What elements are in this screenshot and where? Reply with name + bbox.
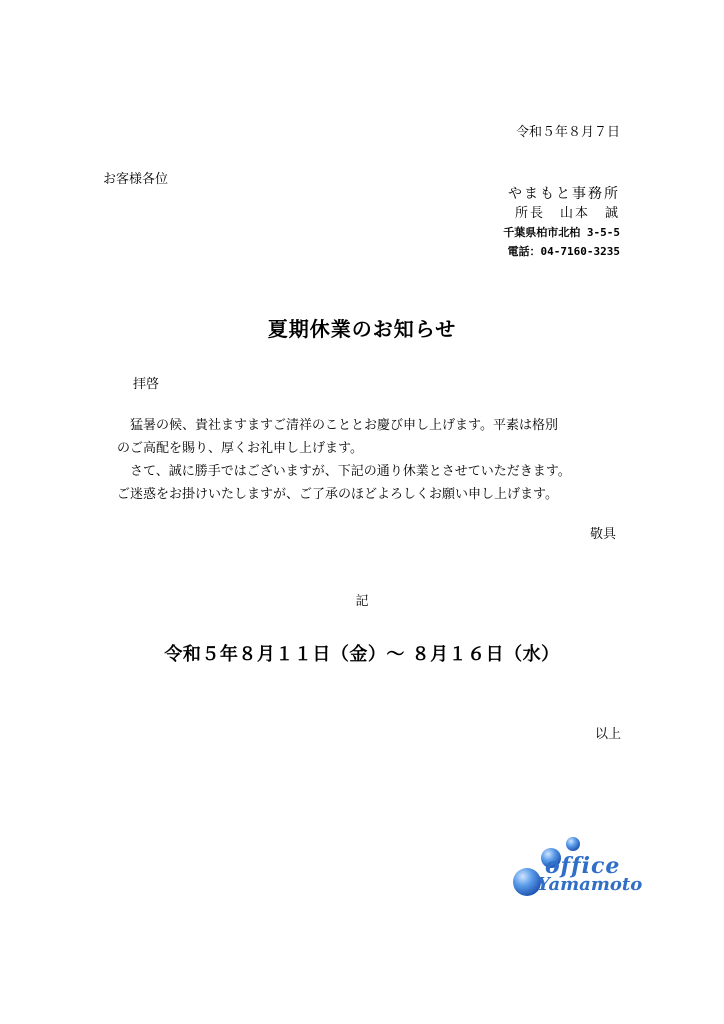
recipient: お客様各位 bbox=[103, 172, 169, 187]
closing: 敬具 bbox=[589, 527, 616, 542]
body-text bbox=[117, 414, 627, 506]
body-line: さて、誠に勝手ではございますが、下記の通り休業とさせていただきます。 bbox=[130, 464, 571, 479]
document-title: 夏期休業のお知らせ bbox=[267, 317, 457, 341]
sender-block bbox=[503, 185, 620, 261]
salutation: 拝啓 bbox=[133, 377, 160, 392]
closure-period: 令和５年８月１１日（金）～ ８月１６日（水） bbox=[164, 644, 560, 665]
office-name: やまもと事務所 bbox=[508, 186, 620, 202]
body-line: ご迷惑をお掛けいたしますが、ご了承のほどよろしくお願い申し上げます。 bbox=[117, 487, 558, 502]
office-phone: 電話：04-7160-3235 bbox=[507, 245, 620, 258]
body-line: 猛暑の候、貴社ますますご清祥のこととお慶び申し上げます。平素は格別 bbox=[130, 418, 558, 433]
office-address: 千葉県柏市北柏 3-5-5 bbox=[503, 226, 620, 239]
document-date: 令和５年８月７日 bbox=[515, 125, 620, 140]
end-mark: 以上 bbox=[594, 727, 621, 742]
office-logo bbox=[505, 828, 665, 908]
director-name: 所長 山本 誠 bbox=[514, 206, 620, 221]
ki-heading: 記 bbox=[355, 594, 369, 609]
logo-text-office: office bbox=[545, 853, 621, 879]
logo-text-yamamoto: Yamamoto bbox=[537, 874, 643, 895]
body-line: のご高配を賜り、厚くお礼申し上げます。 bbox=[117, 441, 363, 456]
